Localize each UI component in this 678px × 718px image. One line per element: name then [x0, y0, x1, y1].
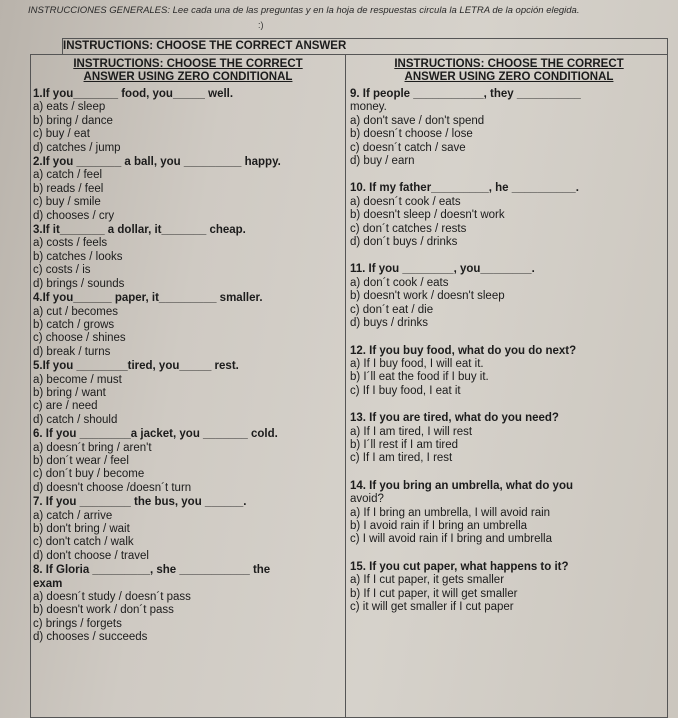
answer-option[interactable]: c) are / need	[33, 400, 98, 413]
answer-option[interactable]: b) bring / want	[33, 386, 106, 399]
answer-option[interactable]: b) I´ll eat the food if I buy it.	[350, 371, 489, 384]
question-text: 6. If you ________a jacket, you _______ cold.	[33, 428, 278, 441]
answer-option[interactable]: c) If I am tired, I rest	[350, 452, 453, 465]
question-text: 5.If you ________tired, you_____ rest.	[33, 360, 239, 373]
question-block	[350, 480, 668, 547]
answer-option[interactable]: d) don't choose / travel	[33, 549, 149, 562]
smiley-note: :)	[258, 20, 264, 30]
answer-option[interactable]: d) chooses / succeeds	[33, 631, 148, 644]
answer-option[interactable]: d) break / turns	[33, 345, 111, 358]
question-block	[350, 561, 668, 615]
question-block	[33, 360, 343, 427]
answer-option[interactable]: b) catches / looks	[33, 250, 123, 263]
question-block	[33, 564, 343, 644]
question-block	[33, 156, 343, 223]
question-text: 7. If you ________ the bus, you ______.	[33, 496, 247, 509]
question-text: 3.If it_______ a dollar, it_______ cheap.	[33, 224, 246, 237]
answer-option[interactable]: c) doesn´t catch / save	[350, 141, 466, 154]
answer-option[interactable]: b) doesn't work / don´t pass	[33, 604, 174, 617]
answer-option[interactable]: b) don't bring / wait	[33, 523, 130, 535]
answer-option[interactable]: d) brings / sounds	[33, 277, 125, 290]
answer-option[interactable]: c) it will get smaller if I cut paper	[350, 601, 514, 613]
question-block	[33, 428, 343, 495]
answer-option[interactable]: d) buy / earn	[350, 155, 415, 168]
answer-option[interactable]: b) doesn´t choose / lose	[350, 128, 473, 141]
question-text-cont: exam	[33, 577, 63, 590]
question-text-cont: money.	[350, 101, 387, 114]
answer-option[interactable]: d) buys / drinks	[350, 317, 428, 330]
answer-option[interactable]: a) don´t cook / eats	[350, 276, 449, 289]
instructions-header	[62, 38, 668, 54]
answer-option[interactable]: c) costs / is	[33, 264, 91, 277]
answer-option[interactable]: b) doesn't work / doesn't sleep	[350, 290, 505, 303]
answer-option[interactable]: a) doesn´t bring / aren't	[33, 441, 152, 454]
answer-option[interactable]: b) don´t wear / feel	[33, 454, 129, 467]
answer-option[interactable]: a) If I buy food, I will eat it.	[350, 357, 484, 370]
question-text: 14. If you bring an umbrella, what do you	[350, 479, 573, 492]
answer-option[interactable]: a) cut / becomes	[33, 305, 119, 318]
header-text: INSTRUCTIONS: CHOOSE THE CORRECT ANSWER	[63, 40, 347, 52]
left-column	[33, 58, 343, 645]
question-text: 13. If you are tired, what do you need?	[350, 412, 559, 425]
question-text: 15. If you cut paper, what happens to it?	[350, 560, 569, 573]
question-text: 12. If you buy food, what do you do next?	[350, 344, 577, 357]
answer-option[interactable]: a) costs / feels	[33, 237, 108, 250]
answer-option[interactable]: a) become / must	[33, 373, 122, 386]
question-block	[350, 412, 668, 466]
answer-option[interactable]: a) don't save / don't spend	[350, 114, 485, 127]
answer-option[interactable]: d) catch / should	[33, 413, 118, 426]
answer-option[interactable]: d) catches / jump	[33, 141, 121, 154]
answer-option[interactable]: c) I will avoid rain if I bring and umbrella	[350, 533, 552, 546]
answer-option[interactable]: a) eats / sleep	[33, 101, 106, 114]
question-text: 9. If people ___________, they __________	[350, 88, 581, 100]
answer-option[interactable]: c) don´t catches / rests	[350, 222, 467, 235]
answer-option[interactable]: a) catch / arrive	[33, 509, 113, 522]
answer-option[interactable]: b) I avoid rain if I bring an umbrella	[350, 519, 528, 532]
answer-option[interactable]: a) doesn´t cook / eats	[350, 195, 461, 208]
answer-option[interactable]: c) brings / forgets	[33, 617, 122, 630]
left-title-line2: ANSWER USING ZERO CONDITIONAL	[83, 71, 293, 83]
left-title-line1: INSTRUCTIONS: CHOOSE THE CORRECT	[73, 58, 303, 70]
question-text: 2.If you _______ a ball, you _________ happy.	[33, 156, 281, 169]
answer-option[interactable]: a) If I am tired, I will rest	[350, 425, 473, 438]
answer-option[interactable]: c) don´t buy / become	[33, 468, 145, 481]
column-divider	[345, 54, 346, 718]
right-title-line2: ANSWER USING ZERO CONDITIONAL	[404, 71, 614, 83]
answer-option[interactable]: a) If I bring an umbrella, I will avoid rain	[350, 506, 551, 519]
question-block	[33, 224, 343, 291]
answer-option[interactable]: d) doesn't choose /doesn´t turn	[33, 481, 192, 494]
answer-option[interactable]: c) buy / smile	[33, 196, 101, 209]
answer-option[interactable]: b) doesn't sleep / doesn't work	[350, 209, 505, 222]
question-block	[33, 292, 343, 359]
answer-option[interactable]: c) choose / shines	[33, 332, 126, 345]
question-block	[350, 345, 668, 399]
question-block	[350, 182, 668, 249]
question-text-cont: avoid?	[350, 493, 384, 506]
answer-option[interactable]: c) If I buy food, I eat it	[350, 384, 461, 397]
question-block	[33, 88, 343, 155]
answer-option[interactable]: d) don´t buys / drinks	[350, 236, 458, 249]
answer-option[interactable]: b) bring / dance	[33, 114, 113, 127]
answer-option[interactable]: c) don't catch / walk	[33, 536, 134, 549]
question-text: 10. If my father_________, he __________.	[350, 182, 579, 195]
left-title	[33, 58, 343, 84]
question-text: 8. If Gloria _________, she ___________ the	[33, 564, 271, 577]
answer-option[interactable]: b) I´ll rest if I am tired	[350, 438, 458, 451]
question-block	[33, 496, 343, 563]
answer-option[interactable]: a) If I cut paper, it gets smaller	[350, 574, 505, 587]
question-block	[350, 263, 668, 330]
answer-option[interactable]: b) catch / grows	[33, 318, 115, 331]
answer-option[interactable]: d) chooses / cry	[33, 209, 115, 222]
answer-option[interactable]: a) doesn´t study / doesn´t pass	[33, 591, 191, 604]
answer-option[interactable]: a) catch / feel	[33, 169, 103, 182]
right-title-line1: INSTRUCTIONS: CHOOSE THE CORRECT	[394, 58, 624, 70]
answer-option[interactable]: b) If I cut paper, it will get smaller	[350, 587, 518, 600]
answer-option[interactable]: c) don´t eat / die	[350, 303, 434, 316]
question-block	[350, 88, 668, 168]
general-instructions: INSTRUCCIONES GENERALES: Lee cada una de las preguntas y en la hoja de respuestas circula la LETRA de la opción elegida.	[28, 5, 580, 16]
answer-option[interactable]: b) reads / feel	[33, 182, 104, 195]
right-column	[350, 58, 668, 614]
answer-option[interactable]: c) buy / eat	[33, 128, 90, 141]
question-text: 1.If you_______ food, you_____ well.	[33, 88, 234, 100]
question-text: 11. If you ________, you________.	[350, 263, 535, 276]
question-text: 4.If you______ paper, it_________ smaller.	[33, 292, 263, 305]
right-title	[350, 58, 668, 84]
